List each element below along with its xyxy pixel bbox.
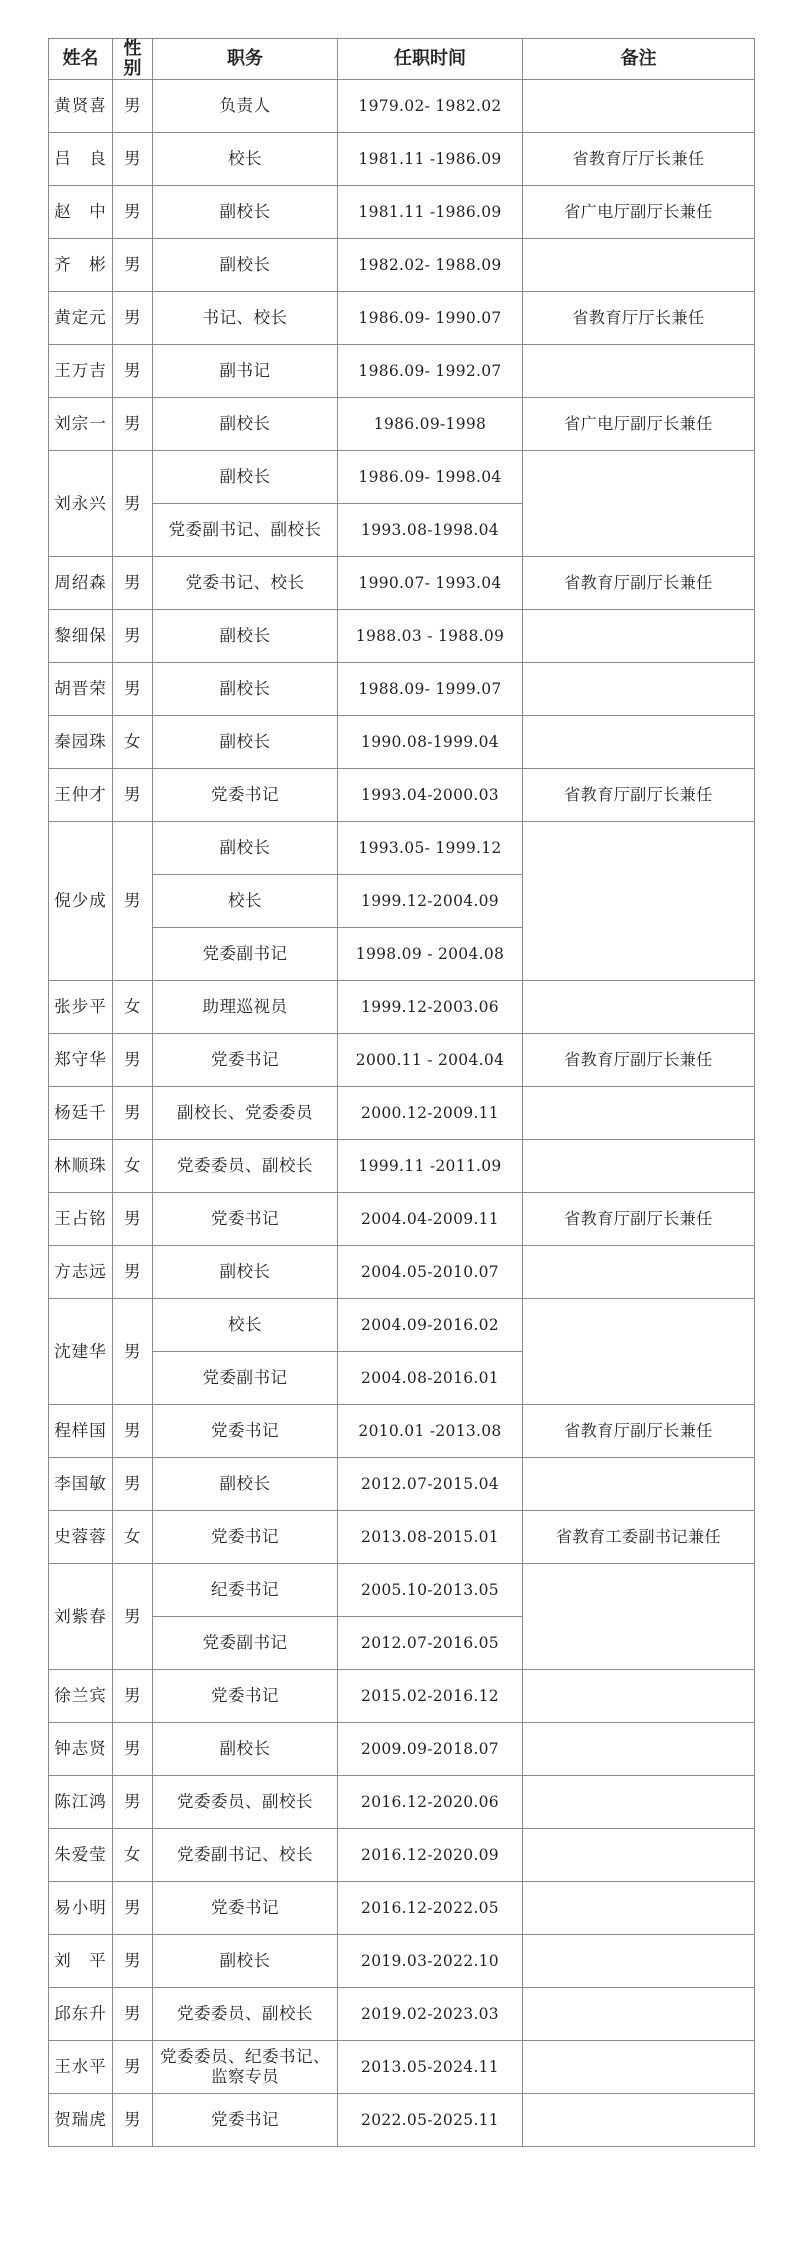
cell-gender: 男: [113, 663, 153, 716]
table-row: [49, 292, 755, 345]
table-row: [49, 663, 755, 716]
cell-note: [523, 1882, 755, 1935]
cell-position: 党委副书记: [153, 1617, 338, 1670]
cell-term: 2004.09-2016.02: [338, 1299, 523, 1352]
cell-position: 党委副书记、校长: [153, 1829, 338, 1882]
cell-note: [523, 451, 755, 557]
cell-term: 1988.09- 1999.07: [338, 663, 523, 716]
cell-position: 党委委员、副校长: [153, 1140, 338, 1193]
cell-position: 党委委员、副校长: [153, 1776, 338, 1829]
cell-position: 副校长: [153, 663, 338, 716]
table-row: [49, 1776, 755, 1829]
cell-term: 1993.04-2000.03: [338, 769, 523, 822]
cell-gender: 男: [113, 398, 153, 451]
cell-term: 1986.09- 1992.07: [338, 345, 523, 398]
cell-name: 王万吉: [49, 345, 113, 398]
cell-gender: 男: [113, 1299, 153, 1405]
cell-name: 秦园珠: [49, 716, 113, 769]
cell-note: 省教育厅副厅长兼任: [523, 769, 755, 822]
cell-gender: 女: [113, 981, 153, 1034]
cell-position: 副校长: [153, 716, 338, 769]
cell-note: [523, 663, 755, 716]
cell-gender: 男: [113, 451, 153, 557]
cell-gender: 男: [113, 1988, 153, 2041]
table-row: [49, 1670, 755, 1723]
table-row: [49, 1140, 755, 1193]
cell-position: 党委副书记、副校长: [153, 504, 338, 557]
cell-name: 李国敏: [49, 1458, 113, 1511]
cell-term: 2016.12-2022.05: [338, 1882, 523, 1935]
cell-position: 副校长: [153, 1723, 338, 1776]
cell-term: 1986.09-1998: [338, 398, 523, 451]
cell-name: 黄贤喜: [49, 80, 113, 133]
cell-term: 2012.07-2015.04: [338, 1458, 523, 1511]
cell-position: 副校长: [153, 186, 338, 239]
cell-note: [523, 822, 755, 981]
cell-term: 1986.09- 1990.07: [338, 292, 523, 345]
cell-position: 党委副书记: [153, 928, 338, 981]
cell-term: 1981.11 -1986.09: [338, 186, 523, 239]
table-row: [49, 345, 755, 398]
cell-name: 郑守华: [49, 1034, 113, 1087]
cell-note: [523, 345, 755, 398]
cell-position: 党委书记: [153, 2094, 338, 2147]
table-row: [49, 2094, 755, 2147]
cell-note: [523, 1299, 755, 1405]
cell-position: 校长: [153, 875, 338, 928]
header-gender: 性别: [113, 39, 153, 80]
cell-position: 党委委员、纪委书记、监察专员: [153, 2041, 338, 2094]
cell-gender: 男: [113, 1034, 153, 1087]
cell-term: 2013.05-2024.11: [338, 2041, 523, 2094]
table-row: [49, 80, 755, 133]
table-row: [49, 1935, 755, 1988]
table-row: [49, 1299, 755, 1352]
cell-gender: 男: [113, 1723, 153, 1776]
cell-position: 副校长: [153, 1458, 338, 1511]
table-row: [49, 186, 755, 239]
cell-name: 王占铭: [49, 1193, 113, 1246]
cell-position: 党委书记: [153, 1670, 338, 1723]
cell-gender: 女: [113, 1140, 153, 1193]
cell-name: 程样国: [49, 1405, 113, 1458]
cell-gender: 男: [113, 292, 153, 345]
cell-note: 省教育厅厅长兼任: [523, 133, 755, 186]
cell-term: 2022.05-2025.11: [338, 2094, 523, 2147]
table-row: [49, 1723, 755, 1776]
cell-term: 2012.07-2016.05: [338, 1617, 523, 1670]
table-row: [49, 451, 755, 504]
cell-note: [523, 1988, 755, 2041]
cell-term: 2000.12-2009.11: [338, 1087, 523, 1140]
cell-note: [523, 1670, 755, 1723]
cell-term: 2004.08-2016.01: [338, 1352, 523, 1405]
cell-name: 贺瑞虎: [49, 2094, 113, 2147]
cell-name: 刘永兴: [49, 451, 113, 557]
cell-position: 副校长: [153, 398, 338, 451]
cell-gender: 女: [113, 1829, 153, 1882]
cell-gender: 男: [113, 1882, 153, 1935]
cell-note: [523, 1829, 755, 1882]
cell-note: [523, 1564, 755, 1670]
cell-position: 党委委员、副校长: [153, 1988, 338, 2041]
cell-note: 省教育厅副厅长兼任: [523, 557, 755, 610]
cell-gender: 女: [113, 1511, 153, 1564]
cell-name: 倪少成: [49, 822, 113, 981]
table-row: [49, 557, 755, 610]
cell-term: 1986.09- 1998.04: [338, 451, 523, 504]
cell-note: 省广电厅副厅长兼任: [523, 398, 755, 451]
cell-name: 刘宗一: [49, 398, 113, 451]
cell-note: [523, 1935, 755, 1988]
cell-term: 1998.09 - 2004.08: [338, 928, 523, 981]
cell-note: 省教育厅副厅长兼任: [523, 1034, 755, 1087]
cell-term: 2004.05-2010.07: [338, 1246, 523, 1299]
cell-position: 副校长: [153, 610, 338, 663]
cell-note: [523, 610, 755, 663]
cell-note: 省教育厅厅长兼任: [523, 292, 755, 345]
cell-gender: 男: [113, 1405, 153, 1458]
cell-term: 1990.07- 1993.04: [338, 557, 523, 610]
table-row: [49, 398, 755, 451]
cell-gender: 男: [113, 80, 153, 133]
table-row: [49, 769, 755, 822]
table-row: [49, 610, 755, 663]
table-row: [49, 133, 755, 186]
cell-note: 省教育厅副厅长兼任: [523, 1193, 755, 1246]
cell-gender: 男: [113, 2094, 153, 2147]
cell-position: 书记、校长: [153, 292, 338, 345]
table-row: [49, 1087, 755, 1140]
cell-name: 刘 平: [49, 1935, 113, 1988]
cell-term: 2009.09-2018.07: [338, 1723, 523, 1776]
cell-gender: 男: [113, 1246, 153, 1299]
cell-name: 齐 彬: [49, 239, 113, 292]
cell-name: 胡晋荣: [49, 663, 113, 716]
cell-note: [523, 1246, 755, 1299]
cell-name: 方志远: [49, 1246, 113, 1299]
cell-name: 杨廷千: [49, 1087, 113, 1140]
cell-gender: 男: [113, 1564, 153, 1670]
table-row: [49, 2041, 755, 2094]
cell-term: 2016.12-2020.09: [338, 1829, 523, 1882]
cell-term: 2004.04-2009.11: [338, 1193, 523, 1246]
cell-name: 王仲才: [49, 769, 113, 822]
cell-term: 1990.08-1999.04: [338, 716, 523, 769]
cell-name: 钟志贤: [49, 1723, 113, 1776]
cell-gender: 男: [113, 610, 153, 663]
cell-term: 1979.02- 1982.02: [338, 80, 523, 133]
cell-term: 2005.10-2013.05: [338, 1564, 523, 1617]
cell-gender: 男: [113, 769, 153, 822]
cell-gender: 男: [113, 1935, 153, 1988]
cell-name: 周绍森: [49, 557, 113, 610]
cell-name: 赵 中: [49, 186, 113, 239]
cell-term: 2019.03-2022.10: [338, 1935, 523, 1988]
cell-position: 党委书记: [153, 1511, 338, 1564]
cell-position: 党委书记、校长: [153, 557, 338, 610]
cell-note: [523, 2094, 755, 2147]
header-row: [49, 39, 755, 80]
cell-name: 黄定元: [49, 292, 113, 345]
cell-position: 党委副书记: [153, 1352, 338, 1405]
cell-name: 邱东升: [49, 1988, 113, 2041]
cell-gender: 男: [113, 1670, 153, 1723]
cell-note: [523, 80, 755, 133]
cell-note: [523, 1458, 755, 1511]
table-row: [49, 1829, 755, 1882]
cell-name: 吕 良: [49, 133, 113, 186]
cell-gender: 男: [113, 186, 153, 239]
cell-gender: 男: [113, 557, 153, 610]
cell-gender: 男: [113, 133, 153, 186]
cell-position: 党委书记: [153, 769, 338, 822]
cell-term: 1982.02- 1988.09: [338, 239, 523, 292]
header-term: 任职时间: [338, 39, 523, 80]
cell-note: 省广电厅副厅长兼任: [523, 186, 755, 239]
cell-term: 2013.08-2015.01: [338, 1511, 523, 1564]
cell-position: 副校长: [153, 239, 338, 292]
header-position: 职务: [153, 39, 338, 80]
cell-note: [523, 239, 755, 292]
cell-term: 1999.12-2003.06: [338, 981, 523, 1034]
table-row: [49, 1193, 755, 1246]
cell-name: 刘紫春: [49, 1564, 113, 1670]
cell-term: 1993.08-1998.04: [338, 504, 523, 557]
cell-term: 2016.12-2020.06: [338, 1776, 523, 1829]
header-name: 姓名: [49, 39, 113, 80]
cell-name: 黎细保: [49, 610, 113, 663]
cell-name: 林顺珠: [49, 1140, 113, 1193]
cell-name: 王水平: [49, 2041, 113, 2094]
cell-note: 省教育工委副书记兼任: [523, 1511, 755, 1564]
leadership-table: [48, 38, 755, 2147]
table-row: [49, 1458, 755, 1511]
cell-position: 党委书记: [153, 1405, 338, 1458]
cell-note: [523, 1087, 755, 1140]
table-row: [49, 1034, 755, 1087]
table-row: [49, 981, 755, 1034]
cell-term: 2010.01 -2013.08: [338, 1405, 523, 1458]
cell-term: 1999.11 -2011.09: [338, 1140, 523, 1193]
cell-note: [523, 2041, 755, 2094]
cell-note: [523, 1723, 755, 1776]
table-row: [49, 1882, 755, 1935]
cell-position: 副校长: [153, 451, 338, 504]
cell-gender: 女: [113, 716, 153, 769]
cell-note: [523, 1776, 755, 1829]
cell-name: 陈江鸿: [49, 1776, 113, 1829]
table-row: [49, 1246, 755, 1299]
cell-position: 校长: [153, 133, 338, 186]
cell-gender: 男: [113, 345, 153, 398]
cell-position: 党委书记: [153, 1193, 338, 1246]
cell-position: 校长: [153, 1299, 338, 1352]
table-body: [49, 80, 755, 2147]
cell-position: 副书记: [153, 345, 338, 398]
cell-gender: 男: [113, 1087, 153, 1140]
cell-gender: 男: [113, 1776, 153, 1829]
cell-position: 助理巡视员: [153, 981, 338, 1034]
cell-name: 史蓉蓉: [49, 1511, 113, 1564]
cell-term: 2015.02-2016.12: [338, 1670, 523, 1723]
cell-gender: 男: [113, 1193, 153, 1246]
cell-term: 1981.11 -1986.09: [338, 133, 523, 186]
cell-term: 2000.11 - 2004.04: [338, 1034, 523, 1087]
cell-gender: 男: [113, 822, 153, 981]
cell-term: 1993.05- 1999.12: [338, 822, 523, 875]
cell-name: 徐兰宾: [49, 1670, 113, 1723]
leadership-table-container: [48, 38, 754, 2147]
cell-position: 副校长: [153, 1246, 338, 1299]
cell-position: 副校长: [153, 1935, 338, 1988]
cell-gender: 男: [113, 1458, 153, 1511]
table-row: [49, 1511, 755, 1564]
cell-note: [523, 981, 755, 1034]
table-row: [49, 1988, 755, 2041]
cell-term: 1988.03 - 1988.09: [338, 610, 523, 663]
cell-position: 副校长: [153, 822, 338, 875]
cell-position: 纪委书记: [153, 1564, 338, 1617]
cell-name: 易小明: [49, 1882, 113, 1935]
cell-name: 张步平: [49, 981, 113, 1034]
cell-gender: 男: [113, 2041, 153, 2094]
cell-note: [523, 716, 755, 769]
table-row: [49, 822, 755, 875]
cell-position: 负责人: [153, 80, 338, 133]
table-row: [49, 716, 755, 769]
cell-term: 1999.12-2004.09: [338, 875, 523, 928]
cell-note: 省教育厅副厅长兼任: [523, 1405, 755, 1458]
cell-note: [523, 1140, 755, 1193]
cell-term: 2019.02-2023.03: [338, 1988, 523, 2041]
cell-position: 党委书记: [153, 1034, 338, 1087]
table-row: [49, 1564, 755, 1617]
cell-position: 党委书记: [153, 1882, 338, 1935]
table-row: [49, 239, 755, 292]
cell-name: 朱爱莹: [49, 1829, 113, 1882]
cell-gender: 男: [113, 239, 153, 292]
table-row: [49, 1405, 755, 1458]
cell-name: 沈建华: [49, 1299, 113, 1405]
cell-position: 副校长、党委委员: [153, 1087, 338, 1140]
header-note: 备注: [523, 39, 755, 80]
